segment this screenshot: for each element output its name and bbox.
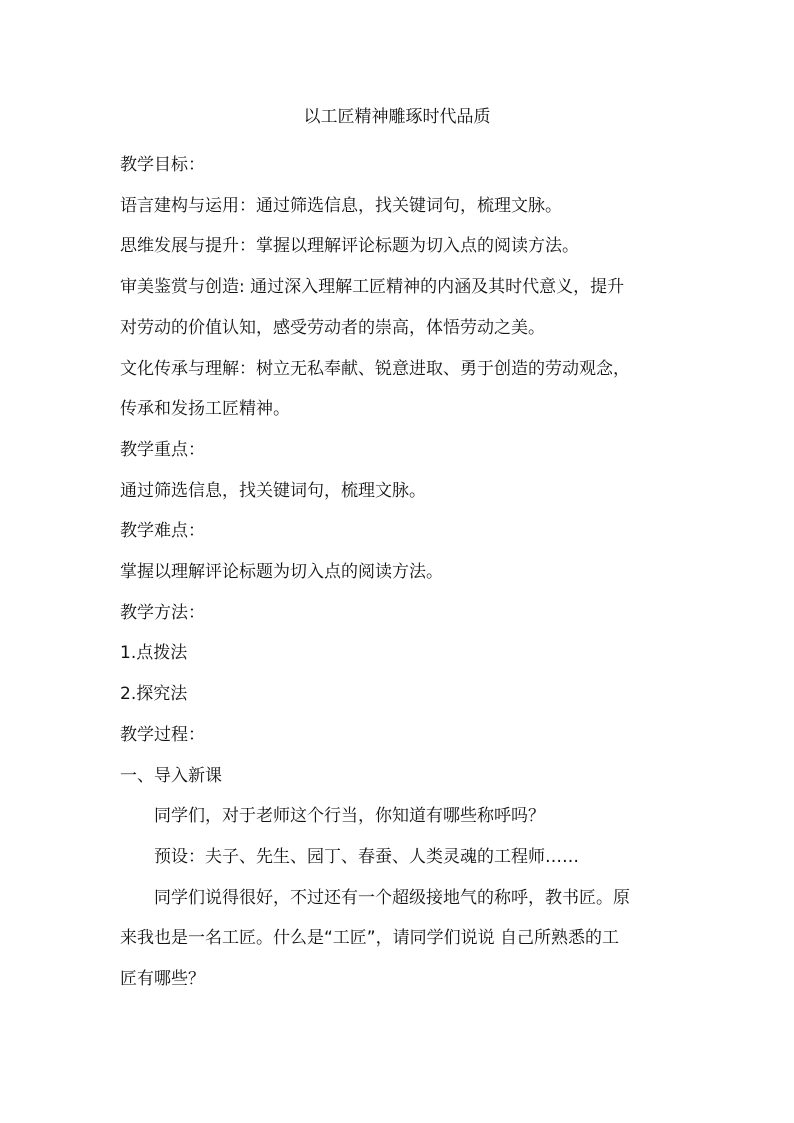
intro-paragraph-line1: 同学们说得很好，不过还有一个超级接地气的称呼，教书匠。原 (154, 887, 630, 908)
process-step-intro-heading: 一、导入新课 (120, 765, 222, 786)
method-item-1: 1.点拨法 (120, 643, 188, 664)
document-title: 以工匠精神雕琢时代品质 (303, 107, 491, 127)
objective-language: 语言建构与运用：通过筛选信息，找关键词句，梳理文脉。 (120, 195, 562, 216)
key-points-text: 通过筛选信息，找关键词句，梳理文脉。 (120, 480, 426, 501)
section-heading-key-points: 教学重点： (120, 439, 205, 460)
section-heading-difficulties: 教学难点： (120, 521, 205, 542)
intro-paragraph-line2: 来我也是一名工匠。什么是“工匠”，请同学们说说 自己所熟悉的工 (120, 928, 620, 949)
difficulties-text: 掌握以理解评论标题为切入点的阅读方法。 (120, 562, 443, 583)
intro-preset: 预设：夫子、先生、园丁、春蚕、人类灵魂的工程师…… (154, 846, 579, 867)
intro-question: 同学们，对于老师这个行当，你知道有哪些称呼吗？ (154, 806, 545, 827)
objective-thinking: 思维发展与提升：掌握以理解评论标题为切入点的阅读方法。 (120, 236, 579, 257)
section-heading-process: 教学过程： (120, 724, 205, 745)
objective-aesthetics-line1: 审美鉴赏与创造: 通过深入理解工匠精神的内涵及其时代意义，提升 (120, 277, 625, 298)
objective-culture-line1: 文化传承与理解：树立无私奉献、锐意进取、勇于创造的劳动观念， (120, 358, 630, 379)
objective-culture-line2: 传承和发扬工匠精神。 (120, 399, 290, 420)
section-heading-methods: 教学方法： (120, 602, 205, 623)
section-heading-objectives: 教学目标： (120, 155, 205, 175)
intro-paragraph-line3: 匠有哪些？ (120, 969, 205, 990)
objective-aesthetics-line2: 对劳动的价值认知，感受劳动者的崇高，体悟劳动之美。 (120, 317, 545, 338)
method-item-2: 2.探究法 (120, 684, 188, 705)
